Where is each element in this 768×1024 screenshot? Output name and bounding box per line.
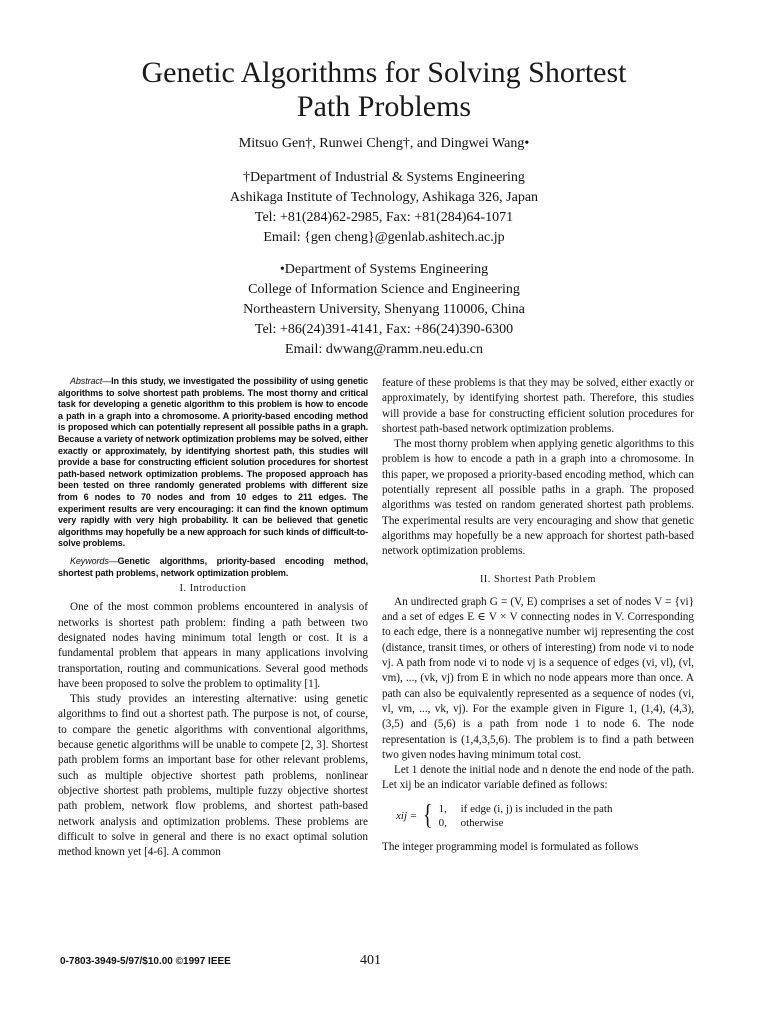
case-value: 0, [438,816,447,829]
affiliation-email: Email: dwwang@ramm.neu.edu.cn [285,342,483,357]
keywords-text: Genetic algorithms, priority-based encoding method, shortest path problems, network optimization problem. [58,555,368,578]
section-heading-introduction: I. Introduction [179,583,247,595]
paragraph: The most thorny problem when applying genetic algorithms to this problem is how to encode a path in a graph into a chromosome. In this paper, we proposed a priority-based encoding method, which can potentially represent all possible paths in a graph. The proposed algorithms was tested on random generated shortest path problems. The experimental results are very encouraging and show that genetic algorithms may hopefully be a new approach for shortest path-based network optimization problems. [382,438,694,558]
paper-title-line-2: Path Problems [296,90,472,123]
affiliation-ashikaga [40,168,728,248]
equation-lhs: xij = [396,809,418,822]
keywords [58,556,368,579]
affiliation-line: •Department of Systems Engineering [279,262,489,277]
equation-cases [439,802,613,830]
affiliation-northeastern [40,260,728,360]
paragraph: feature of these problems is that they may be solved, either exactly or approximately, by identifying shortest path. Therefore, this studies will provide a base for constructing efficient solution procedures for shortest path-based network optimization problems. [382,377,694,435]
paragraph: Let 1 denote the initial node and n denote the end node of the path. Let xij be an indicator variable defined as follows: [382,764,694,792]
paragraph: An undirected graph G = (V, E) comprises a set of nodes V = {vi} and a set of edges E ∈ V × V connecting nodes in V. Corresponding to each edge, there is a nonnegative number wij representing the cost (distance, transit times, or others of interesting) from node vi to node vj. A path from node vi to node vj is a sequence of edges (vi, vl), (vl, vm), ..., (vk, vj) from E in which no node appears more than once. A path can also be equivalently represented as a sequence of nodes (vi, vl, vm, ..., vk, vj). For the example given in Figure 1, (1,4), (4,3), (3,5) and (5,6) is a path from node 1 to node 6. The node representation is (1,4,3,5,6). The problem is to find a path between two given nodes having minimum total cost. [382,595,694,761]
affiliation-line: Northeastern University, Shenyang 110006, China [243,302,525,317]
case-condition: if edge (i, j) is included in the path [460,802,613,815]
indicator-equation [396,799,694,831]
affiliation-line: Ashikaga Institute of Technology, Ashikaga 326, Japan [229,190,539,205]
author-list: Mitsuo Gen†, Runwei Cheng†, and Dingwei Wang• [238,136,530,151]
right-column [382,376,694,855]
equation-case [439,816,613,830]
paper-title [40,56,728,124]
affiliation-email: Email: {gen cheng}@genlab.ashitech.ac.jp [263,230,505,245]
affiliation-line: College of Information Science and Engineering [248,282,520,297]
paragraph: One of the most common problems encountered in analysis of networks is shortest path problem: finding a path between two designated nodes having minimum total length or cost. It is a fundamental problem that appears in many applications involving transportation, routing and communications. Several good methods have been proposed to solve the problem to optimality [1]. [58,601,368,690]
case-value: 1, [438,802,447,815]
keywords-lead: Keywords— [70,555,118,566]
case-condition: otherwise [460,816,504,829]
paper-title-line-1: Genetic Algorithms for Solving Shortest [141,56,627,89]
paragraph: The integer programming model is formulated as follows [382,840,639,853]
left-column [58,376,368,860]
affiliation-line: Tel: +81(284)62-2985, Fax: +81(284)64-1071 [254,210,514,225]
equation-case [439,802,613,816]
brace-glyph: { [423,799,433,831]
abstract-text: In this study, we investigated the possibility of using genetic algorithms to solve shortest path problems. The most thorny and critical task for developing a genetic algorithm to this problem is how to encode a path in a graph into a chromosome. A priority-based encoding method is proposed which can potentially represent all possible paths in a graph. Because a variety of network optimization problems may be solved, either exactly or approximately, by identifying shortest path, this studies will provide a base for constructing efficient solution procedures for shortest path-based network optimization problems. The proposed approach has been tested on three randomly generated problems with different size from 6 nodes to 70 nodes and from 10 edges to 211 edges. The experiment results are very encouraging: it can find the known optimum very rapidly with very high probability. It can be believed that genetic algorithms may hopefully be a new approach for such kinds of difficult-to-solve problems. [58,376,368,549]
abstract [58,376,368,550]
affiliation-line: †Department of Industrial & Systems Engineering [243,170,525,185]
section-heading-shortest-path: II. Shortest Path Problem [479,573,597,585]
copyright-notice: 0-7803-3949-5/97/$10.00 ©1997 IEEE [60,956,231,967]
page-number: 401 [360,953,381,968]
paragraph: This study provides an interesting alternative: using genetic algorithms to find out a shortest path. The purpose is not, of course, to compare the genetic algorithms with conventional algorithms, because genetic algorithms will be unable to compete [2, 3]. Shortest path problem forms an important base for other relevant problems, such as multiple objective shortest path problems, nonlinear objective shortest path problems, multiple fuzzy objective shortest path problem, network flow problems, and shortest path-based network analysis and optimization problems. These problems are difficult to solve in general and there is no exact optimal solution method known yet [4-6]. A common [58,693,368,859]
abstract-lead: Abstract— [70,376,112,386]
affiliation-line: Tel: +86(24)391-4141, Fax: +86(24)390-6300 [254,322,514,337]
